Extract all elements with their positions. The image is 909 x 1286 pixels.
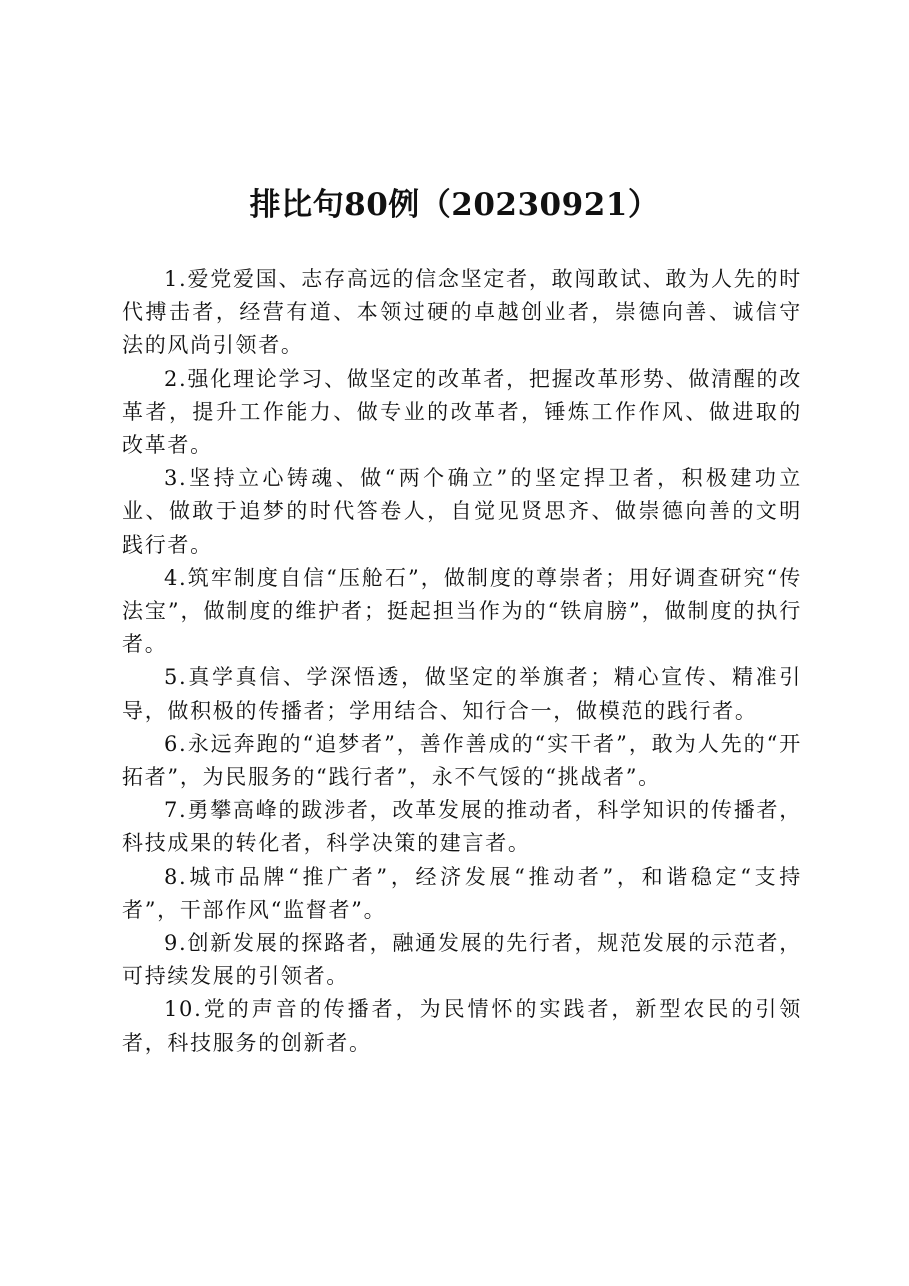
paragraph-3: 3.坚持立心铸魂、做“两个确立”的坚定捍卫者，积极建功立业、做敢于追梦的时代答卷人，自觉见贤思齐、做崇德向善的文明践行者。	[122, 466, 802, 557]
paragraph-4: 4.筑牢制度自信“压舱石”，做制度的尊崇者；用好调查研究“传法宝”，做制度的维护者；挺起担当作为的“铁肩膀”，做制度的执行者。	[122, 565, 802, 657]
paragraph-8: 8.城市品牌“推广者”，经济发展“推动者”，和谐稳定“支持者”，干部作风“监督者”。	[122, 864, 802, 922]
document-body	[122, 263, 802, 1060]
paragraph-10: 10.党的声音的传播者，为民情怀的实践者，新型农民的引领者，科技服务的创新者。	[122, 997, 802, 1055]
paragraph-6: 6.永远奔跑的“追梦者”，善作善成的“实干者”，敢为人先的“开拓者”，为民服务的“践行者”，永不气馁的“挑战者”。	[122, 731, 802, 790]
paragraph-9: 9.创新发展的探路者，融通发展的先行者，规范发展的示范者，可持续发展的引领者。	[122, 931, 802, 989]
paragraph-7: 7.勇攀高峰的跋涉者，改革发展的推动者，科学知识的传播者，科技成果的转化者，科学决策的建言者。	[122, 798, 802, 856]
paragraph-5: 5.真学真信、学深悟透，做坚定的举旗者；精心宣传、精准引导，做积极的传播者；学用结合、知行合一，做模范的践行者。	[122, 665, 802, 723]
paragraph-2: 2.强化理论学习、做坚定的改革者，把握改革形势、做清醒的改革者，提升工作能力、做专业的改革者，锤炼工作作风、做进取的改革者。	[122, 366, 802, 458]
paragraph-1: 1.爱党爱国、志存高远的信念坚定者，敢闯敢试、敢为人先的时代搏击者，经营有道、本领过硬的卓越创业者，崇德向善、诚信守法的风尚引领者。	[122, 267, 802, 358]
document-title: 排比句80例（20230921）	[249, 187, 660, 223]
